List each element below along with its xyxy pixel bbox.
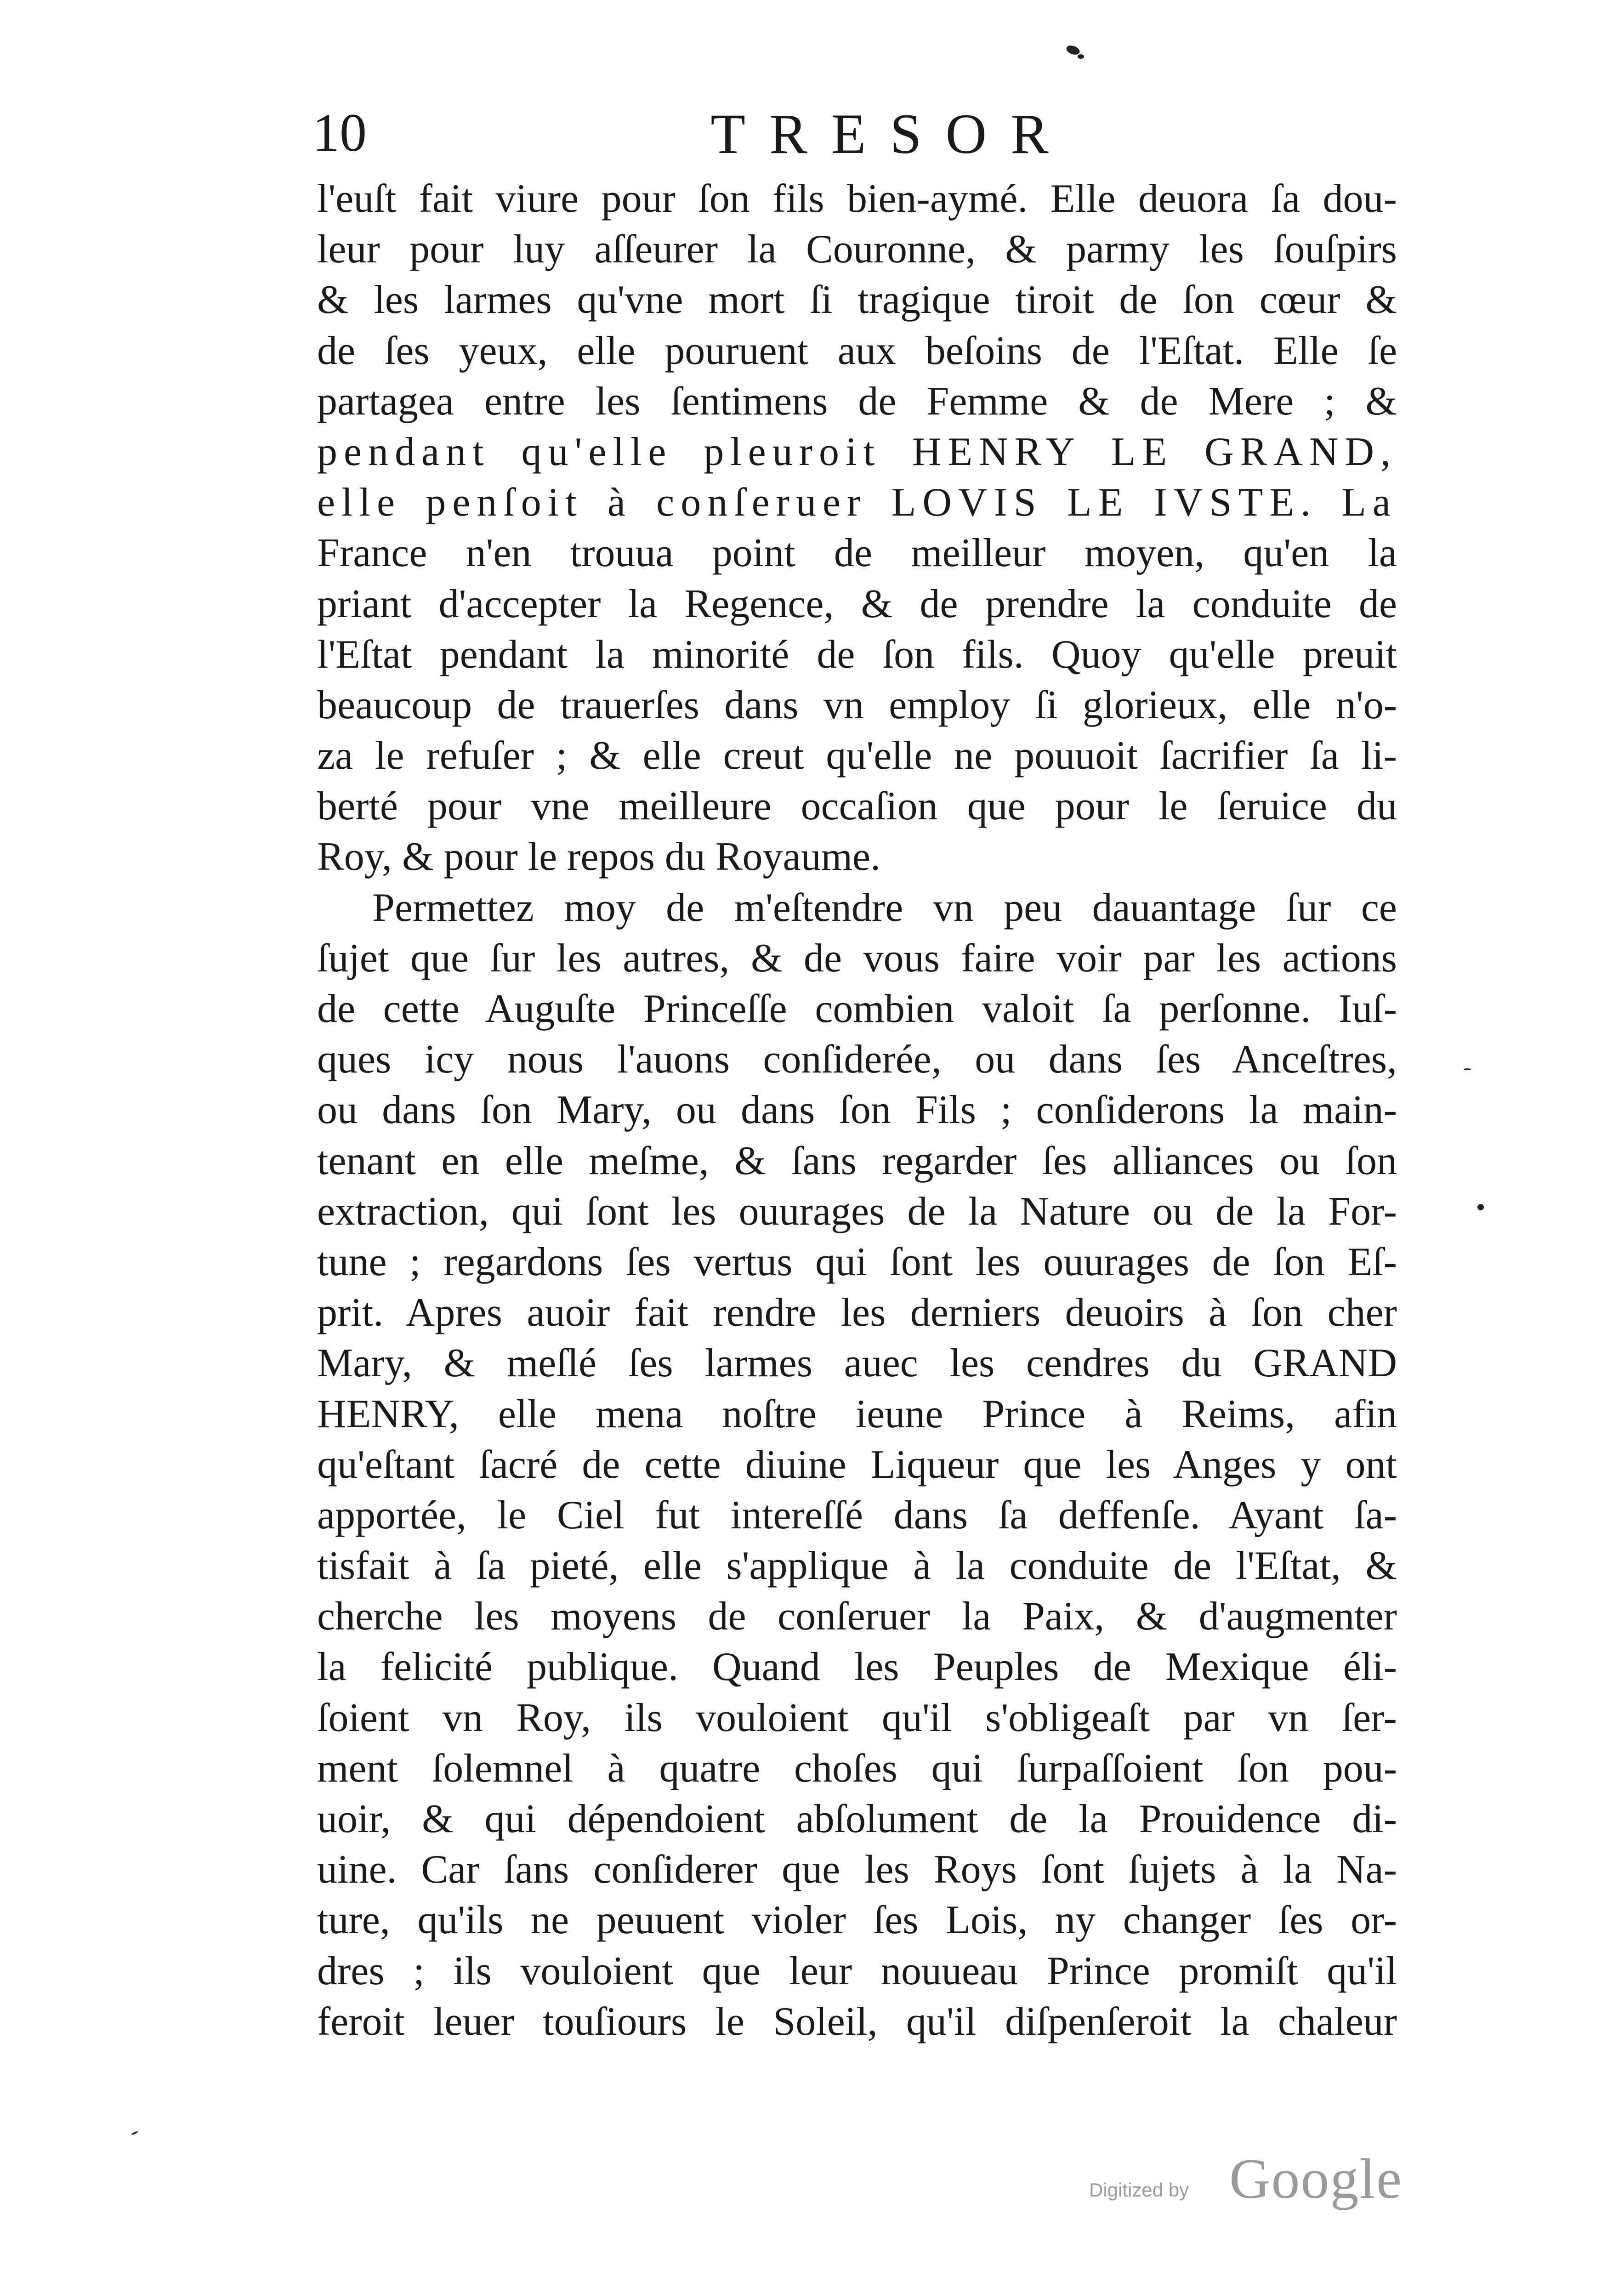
text-line: partagea entre les ſentimens de Femme & de Mere ; & (317, 379, 1397, 424)
text-line: ture, qu'ils ne peuuent violer ſes Lois, ny changer ſes or- (317, 1898, 1397, 1943)
text-line: France n'en trouua point de meilleur moyen, qu'en la (317, 531, 1397, 576)
text-line: l'Eſtat pendant la minorité de ſon fils. Quoy qu'elle preuit (317, 632, 1397, 677)
google-watermark (1089, 2147, 1457, 2219)
text-line: de ſes yeux, elle pouruent aux beſoins de l'Eſtat. Elle ſe (317, 328, 1397, 373)
text-line: ſujet que ſur les autres, & de vous faire voir par les actions (317, 936, 1397, 981)
text-line: tenant en elle meſme, & ſans regarder ſes alliances ou ſon (317, 1138, 1397, 1183)
text-line: uine. Car ſans conſiderer que les Roys ſont ſujets à la Na- (317, 1847, 1397, 1892)
text-line: la felicité publique. Quand les Peuples de Mexique éli- (317, 1645, 1397, 1690)
text-line: cherche les moyens de conſeruer la Paix, & d'augmenter (317, 1594, 1397, 1639)
text-line: qu'eſtant ſacré de cette diuine Liqueur que les Anges y ont (317, 1442, 1397, 1487)
text-line: l'euſt fait viure pour ſon fils bien-aymé. Elle deuora ſa dou- (317, 176, 1397, 221)
text-line: apportée, le Ciel fut intereſſé dans ſa deffenſe. Ayant ſa- (317, 1493, 1397, 1538)
text-line: ou dans ſon Mary, ou dans ſon Fils ; conſiderons la main- (317, 1088, 1397, 1133)
scan-speck (1477, 1204, 1484, 1210)
text-line: tisfait à ſa pieté, elle s'applique à la conduite de l'Eſtat, & (317, 1544, 1397, 1589)
text-line: za le refuſer ; & elle creut qu'elle ne pouuoit ſacrifier ſa li- (317, 733, 1397, 778)
text-line: HENRY, elle mena noſtre ieune Prince à Reims, afin (317, 1391, 1397, 1436)
text-line: Roy, & pour le repos du Royaume. (317, 834, 881, 880)
page-header (312, 96, 1130, 179)
text-line: & les larmes qu'vne mort ſi tragique tiroit de ſon cœur & (317, 278, 1397, 323)
text-line: uoir, & qui dépendoient abſolument de la Prouidence di- (317, 1797, 1397, 1841)
scan-speck (1464, 1068, 1471, 1070)
text-line: Mary, & meſlé ſes larmes auec les cendres du GRAND (317, 1341, 1397, 1386)
text-line: pendant qu'elle pleuroit HENRY LE GRAND, (317, 429, 1397, 474)
text-line: ques icy nous l'auons conſiderée, ou dans ſes Anceſtres, (317, 1037, 1397, 1082)
body-text (317, 174, 1397, 2047)
scan-speck (1078, 54, 1084, 59)
text-line: leur pour luy aſſeurer la Couronne, & parmy les ſouſpirs (317, 227, 1397, 272)
paragraph-start-line: Permettez moy de m'eſtendre vn peu dauantage ſur ce (372, 885, 1397, 930)
digitized-by-label: Digitized by (1089, 2179, 1189, 2201)
text-line: priant d'accepter la Regence, & de prendre la conduite de (317, 581, 1397, 626)
page-number: 10 (312, 102, 367, 163)
text-line: ſoient vn Roy, ils vouloient qu'il s'obligeaſt par vn ſer- (317, 1695, 1397, 1740)
text-line: tune ; regardons ſes vertus qui ſont les ouurages de ſon Eſ- (317, 1239, 1397, 1284)
text-line: elle penſoit à conſeruer LOVIS LE IVSTE. La (317, 480, 1397, 525)
text-line: beaucoup de trauerſes dans vn employ ſi glorieux, elle n'o- (317, 682, 1397, 727)
google-logo: Google (1229, 2147, 1403, 2210)
running-head: TRESOR (710, 102, 1073, 165)
text-line: dres ; ils vouloient que leur nouueau Prince promiſt qu'il (317, 1948, 1397, 1993)
text-line: prit. Apres auoir fait rendre les derniers deuoirs à ſon cher (317, 1290, 1397, 1335)
text-line: berté pour vne meilleure occaſion que pour le ſeruice du (317, 784, 1397, 829)
text-line: de cette Auguſte Princeſſe combien valoit ſa perſonne. Iuſ- (317, 987, 1397, 1031)
text-line: feroit leuer touſiours le Soleil, qu'il diſpenſeroit la chaleur (317, 1999, 1397, 2044)
text-line: ment ſolemnel à quatre choſes qui ſurpaſſoient ſon pou- (317, 1746, 1397, 1791)
scan-speck (131, 2131, 138, 2135)
text-line: extraction, qui ſont les ouurages de la Nature ou de la For- (317, 1189, 1397, 1234)
